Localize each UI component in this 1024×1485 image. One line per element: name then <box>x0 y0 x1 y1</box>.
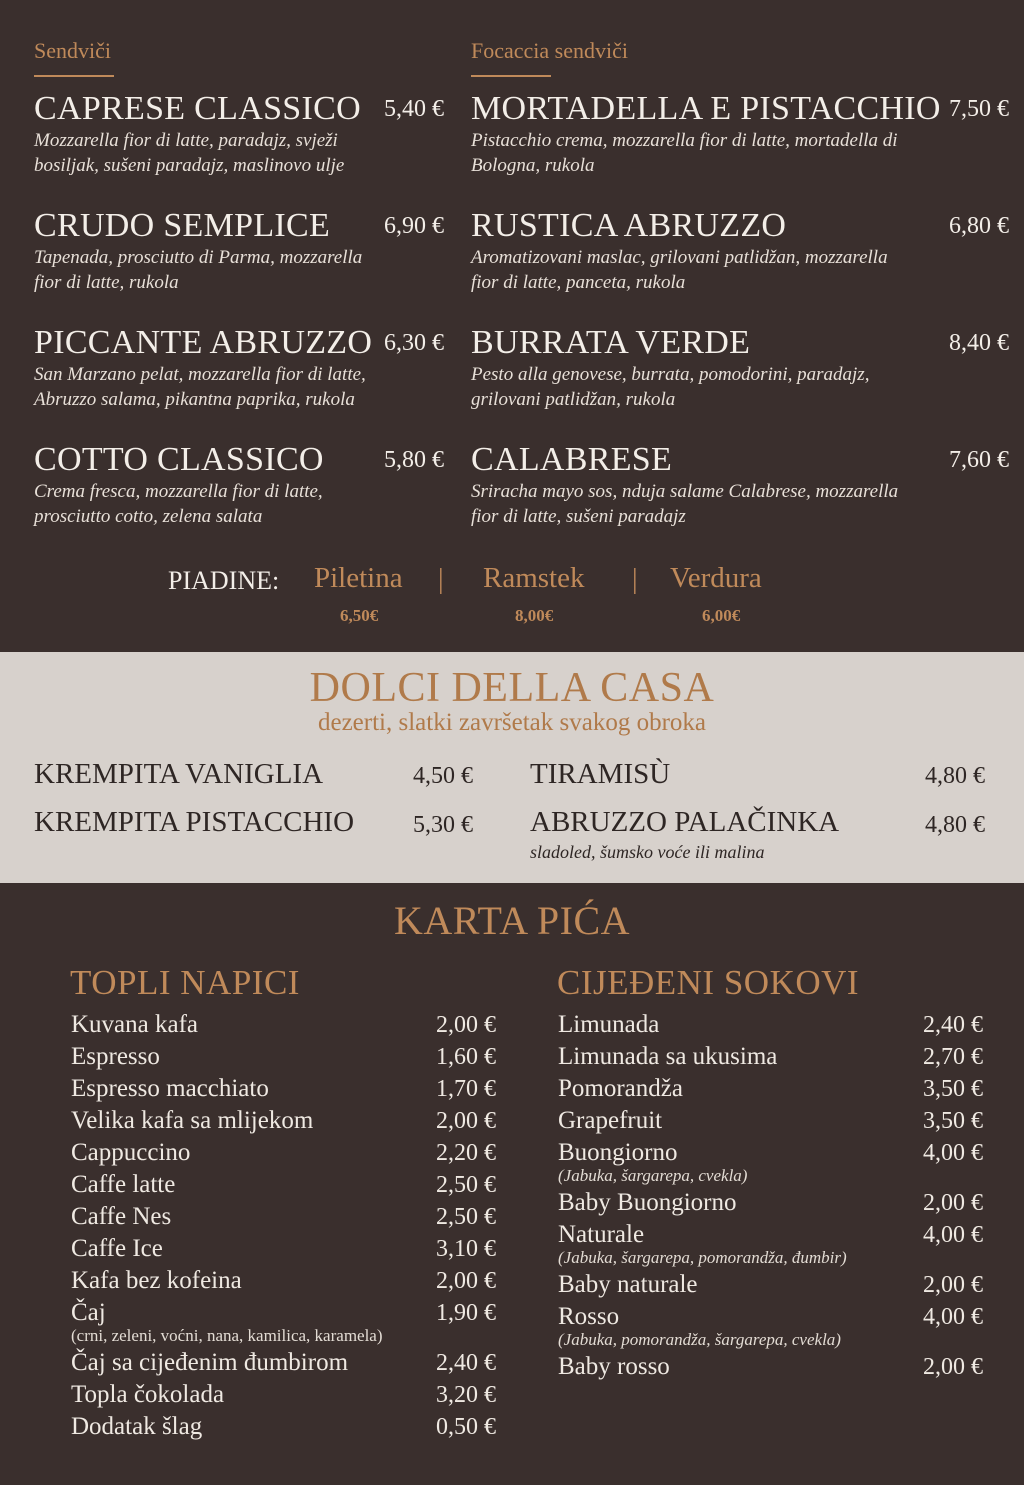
drink-name: Rosso <box>558 1303 620 1330</box>
separator: | <box>438 564 444 595</box>
drink-row <box>71 1297 496 1347</box>
drink-ingredients: (crni, zeleni, voćni, nana, kamilica, karamela) <box>71 1326 383 1345</box>
item-name: COTTO CLASSICO <box>34 441 324 478</box>
drink-row <box>558 1351 983 1383</box>
drink-price: 2,70 € <box>923 1044 983 1070</box>
drink-row <box>558 1137 983 1187</box>
drink-row <box>71 1073 496 1105</box>
item-price: 8,40 € <box>949 330 1009 356</box>
drink-row <box>558 1301 983 1351</box>
drink-price: 4,00 € <box>923 1140 983 1166</box>
piadine-option: Ramstek <box>483 562 585 594</box>
heading-underline <box>34 75 114 77</box>
drink-name: Pomorandža <box>558 1075 683 1102</box>
item-description: Tapenada, prosciutto di Parma, mozzarella fior di latte, rukola <box>34 247 363 293</box>
dessert-name: ABRUZZO PALAČINKA <box>530 806 840 838</box>
drink-price: 2,00 € <box>923 1190 983 1216</box>
drink-name: Caffe Ice <box>71 1235 163 1262</box>
drink-name: Čaj sa cijeđenim đumbirom <box>71 1349 349 1376</box>
piadine-option: Verdura <box>670 562 762 594</box>
dessert-name: KREMPITA VANIGLIA <box>34 758 324 790</box>
dessert-note: sladoled, šumsko voće ili malina <box>530 842 765 862</box>
menu-item <box>471 326 1009 412</box>
drink-price: 2,00 € <box>436 1012 496 1038</box>
item-name: BURRATA VERDE <box>471 324 751 361</box>
drink-row <box>71 1169 496 1201</box>
drink-row <box>71 1347 496 1379</box>
item-description: Pistacchio crema, mozzarella fior di latte, mortadella di Bologna, rukola <box>471 130 898 176</box>
drink-name: Grapefruit <box>558 1107 663 1134</box>
juices-list <box>558 1009 983 1383</box>
drink-price: 1,90 € <box>436 1300 496 1326</box>
hot-drinks-heading: TOPLI NAPICI <box>70 963 300 1002</box>
drink-price: 4,00 € <box>923 1222 983 1248</box>
drink-name: Buongiorno <box>558 1139 678 1166</box>
item-description: San Marzano pelat, mozzarella fior di latte, Abruzzo salama, pikantna paprika, rukola <box>34 364 366 410</box>
juices-heading: CIJEĐENI SOKOVI <box>557 963 860 1002</box>
item-name: CAPRESE CLASSICO <box>34 90 361 127</box>
drink-price: 2,00 € <box>923 1354 983 1380</box>
item-price: 5,80 € <box>384 447 444 473</box>
drink-row <box>71 1411 496 1443</box>
drink-row <box>558 1269 983 1301</box>
drink-price: 2,00 € <box>923 1272 983 1298</box>
drink-name: Limunada sa ukusima <box>558 1043 778 1070</box>
drink-price: 2,50 € <box>436 1172 496 1198</box>
menu-item <box>471 92 1009 178</box>
menu-item <box>471 443 1009 529</box>
item-name: MORTADELLA E PISTACCHIO <box>471 90 941 127</box>
drink-row <box>71 1105 496 1137</box>
drink-row <box>558 1009 983 1041</box>
drink-ingredients: (Jabuka, pomorandža, šargarepa, cvekla) <box>558 1330 841 1349</box>
item-description: Aromatizovani maslac, grilovani patlidžan, mozzarella fior di latte, panceta, rukola <box>471 247 888 293</box>
heading-underline <box>471 75 551 77</box>
dessert-price: 4,80 € <box>925 812 985 838</box>
sendvici-heading: Sendviči <box>34 38 111 63</box>
dolci-title: DOLCI DELLA CASA <box>309 665 715 711</box>
menu-item <box>34 209 444 295</box>
drink-row <box>71 1201 496 1233</box>
item-name: CALABRESE <box>471 441 673 478</box>
drink-row <box>558 1041 983 1073</box>
menu-item <box>34 326 444 412</box>
drink-name: Baby Buongiorno <box>558 1189 737 1216</box>
drink-row <box>71 1009 496 1041</box>
drink-name: Dodatak šlag <box>71 1413 203 1440</box>
item-description: Sriracha mayo sos, nduja salame Calabrese, mozzarella fior di latte, sušeni paradajz <box>471 481 899 527</box>
item-name: PICCANTE ABRUZZO <box>34 324 373 361</box>
drink-price: 2,00 € <box>436 1108 496 1134</box>
item-price: 7,50 € <box>949 96 1009 122</box>
drink-price: 3,50 € <box>923 1108 983 1134</box>
drink-ingredients: (Jabuka, šargarepa, pomorandža, đumbir) <box>558 1248 847 1267</box>
item-description: Mozzarella fior di latte, paradajz, svježi bosiljak, sušeni paradajz, maslinovo ulje <box>34 130 345 176</box>
item-name: CRUDO SEMPLICE <box>34 207 331 244</box>
piadine-row <box>0 562 1024 642</box>
drink-price: 2,40 € <box>923 1012 983 1038</box>
drink-name: Espresso macchiato <box>71 1075 269 1102</box>
drink-ingredients: (Jabuka, šargarepa, cvekla) <box>558 1166 748 1185</box>
drink-name: Baby rosso <box>558 1353 670 1380</box>
dessert-name: TIRAMISÙ <box>530 758 671 790</box>
dessert-price: 4,50 € <box>413 763 473 789</box>
drinks-title: KARTA PIĆA <box>393 898 631 943</box>
piadine-option: Piletina <box>314 562 403 594</box>
menu-item <box>471 209 1009 295</box>
drink-row <box>558 1219 983 1269</box>
piadine-label: PIADINE: <box>168 566 280 595</box>
menu-item <box>34 92 444 178</box>
drink-name: Caffe Nes <box>71 1203 172 1230</box>
piadine-price: 8,00€ <box>515 606 554 625</box>
drink-price: 3,10 € <box>436 1236 496 1262</box>
drink-row <box>71 1041 496 1073</box>
drink-name: Čaj <box>71 1299 106 1326</box>
dessert-price: 5,30 € <box>413 812 473 838</box>
drink-price: 2,20 € <box>436 1140 496 1166</box>
drink-price: 3,50 € <box>923 1076 983 1102</box>
item-price: 6,90 € <box>384 213 444 239</box>
drink-row <box>558 1105 983 1137</box>
drink-row <box>558 1187 983 1219</box>
drink-name: Naturale <box>558 1221 645 1248</box>
drink-name: Cappuccino <box>71 1139 191 1166</box>
separator: | <box>632 564 638 595</box>
item-price: 6,80 € <box>949 213 1009 239</box>
drink-name: Velika kafa sa mlijekom <box>71 1107 314 1134</box>
sandwich-section <box>0 0 1024 652</box>
drink-row <box>71 1137 496 1169</box>
drink-name: Caffe latte <box>71 1171 176 1198</box>
dessert-name: KREMPITA PISTACCHIO <box>34 806 355 838</box>
dessert-price: 4,80 € <box>925 763 985 789</box>
item-price: 5,40 € <box>384 96 444 122</box>
drink-row <box>558 1073 983 1105</box>
drink-price: 2,40 € <box>436 1350 496 1376</box>
drink-price: 1,60 € <box>436 1044 496 1070</box>
hot-drinks-list <box>71 1009 496 1443</box>
drink-price: 2,50 € <box>436 1204 496 1230</box>
focaccia-heading: Focaccia sendviči <box>471 38 628 63</box>
drink-name: Topla čokolada <box>71 1381 225 1408</box>
drink-name: Espresso <box>71 1043 160 1070</box>
item-description: Pesto alla genovese, burrata, pomodorini, paradajz, grilovani patlidžan, rukola <box>471 364 870 410</box>
drink-name: Kuvana kafa <box>71 1011 199 1038</box>
drink-row <box>71 1233 496 1265</box>
drink-row <box>71 1265 496 1297</box>
drink-price: 2,00 € <box>436 1268 496 1294</box>
drink-price: 4,00 € <box>923 1304 983 1330</box>
item-price: 7,60 € <box>949 447 1009 473</box>
drink-row <box>71 1379 496 1411</box>
piadine-price: 6,50€ <box>340 606 379 625</box>
dolci-subtitle: dezerti, slatki završetak svakog obroka <box>317 709 707 736</box>
item-description: Crema fresca, mozzarella fior di latte, prosciutto cotto, zelena salata <box>34 481 323 527</box>
drink-name: Limunada <box>558 1011 660 1038</box>
piadine-price: 6,00€ <box>702 606 741 625</box>
drink-price: 1,70 € <box>436 1076 496 1102</box>
item-name: RUSTICA ABRUZZO <box>471 207 787 244</box>
item-price: 6,30 € <box>384 330 444 356</box>
drink-price: 3,20 € <box>436 1382 496 1408</box>
menu-item <box>34 443 444 529</box>
drinks-section <box>0 883 1024 1485</box>
dolci-section <box>0 652 1024 883</box>
drink-name: Kafa bez kofeina <box>71 1267 242 1294</box>
drink-name: Baby naturale <box>558 1271 698 1298</box>
drink-price: 0,50 € <box>436 1414 496 1440</box>
